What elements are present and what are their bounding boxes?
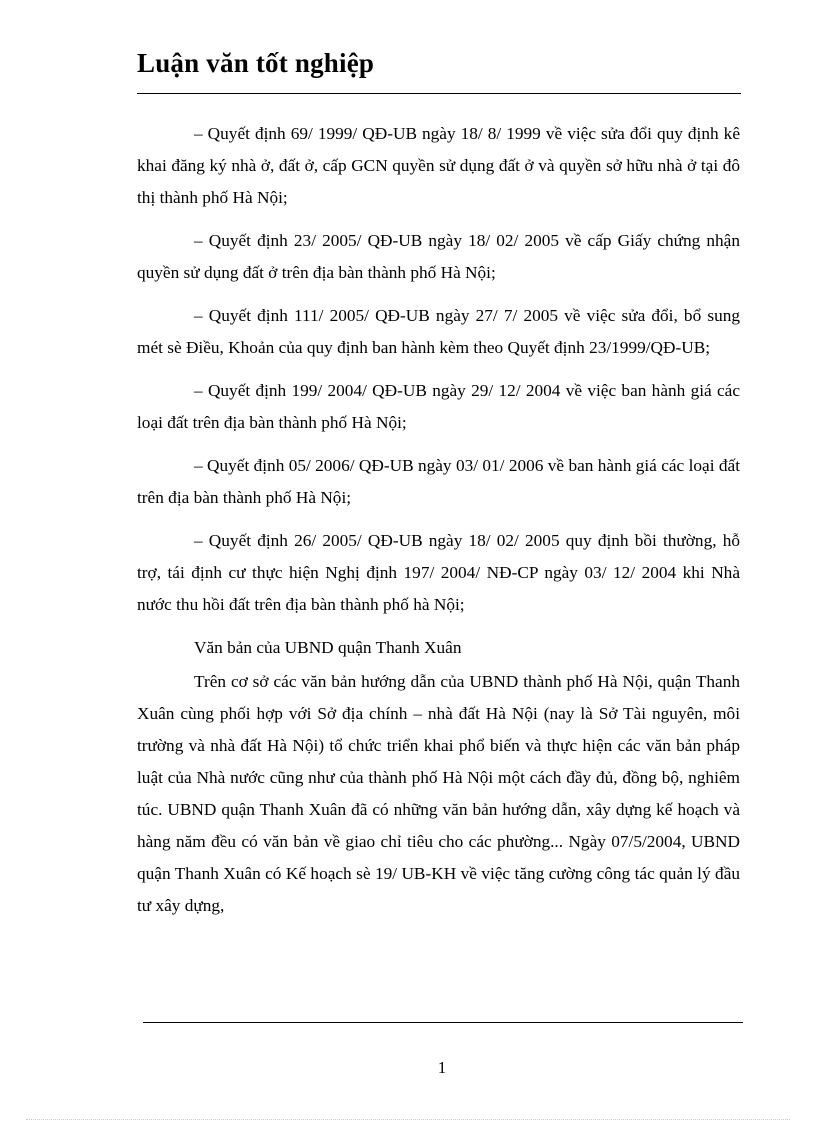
header-divider [137, 93, 741, 94]
page-header-title: Luận văn tốt nghiệp [137, 48, 375, 78]
footer-divider [143, 1022, 743, 1023]
paragraph-decision-26-2005: – Quyết định 26/ 2005/ QĐ-UB ngày 18/ 02/ 2005 quy định bồi thường, hỗ trợ, tái định cư thực hiện Nghị định 197/ 2004/ NĐ-CP ngày 03/ 12/ 2004 khi Nhà nước thu hồi đất trên địa bàn thành phố hà Nội; [137, 531, 740, 614]
document-body [137, 118, 740, 922]
paragraph-decision-199-2004: – Quyết định 199/ 2004/ QĐ-UB ngày 29/ 12/ 2004 về việc ban hành giá các loại đất trên địa bàn thành phố Hà Nội; [137, 381, 740, 432]
paragraph-decision-111-2005: – Quyết định 111/ 2005/ QĐ-UB ngày 27/ 7/ 2005 về việc sửa đổi, bổ sung mét sè Điều, Khoản của quy định ban hành kèm theo Quyết định 23/1999/QĐ-UB; [137, 306, 740, 357]
section-heading-district-documents: Văn bản của UBND quận Thanh Xuân [194, 638, 462, 657]
paragraph-decision-69-1999: – Quyết định 69/ 1999/ QĐ-UB ngày 18/ 8/ 1999 về việc sửa đổi quy định kê khai đăng ký nhà ở, đất ở, cấp GCN quyền sử dụng đất ở và quyền sở hữu nhà ở tại đô thị thành phố Hà Nội; [137, 124, 740, 207]
paragraph-decision-23-2005: – Quyết định 23/ 2005/ QĐ-UB ngày 18/ 02/ 2005 về cấp Giấy chứng nhận quyền sử dụng đất ở trên địa bàn thành phố Hà Nội; [137, 231, 740, 282]
paragraph-district-implementation: Trên cơ sở các văn bản hướng dẫn của UBND thành phố Hà Nội, quận Thanh Xuân cùng phối hợp với Sở địa chính – nhà đất Hà Nội (nay là Sở Tài nguyên, môi trường và nhà đất Hà Nội) tổ chức triển khai phổ biến và thực hiện các văn bản pháp luật của Nhà nước cũng như của thành phố Hà Nội một cách đầy đủ, đồng bộ, nghiêm túc. UBND quận Thanh Xuân đã có những văn bản hướng dẫn, xây dựng kế hoạch và hàng năm đều có văn bản về giao chỉ tiêu cho các phường... Ngày 07/5/2004, UBND quận Thanh Xuân có Kế hoạch sè 19/ UB-KH về việc tăng cường công tác quản lý đầu tư xây dựng, [137, 672, 740, 915]
page-number: 1 [437, 1058, 447, 1077]
paragraph-decision-05-2006: – Quyết định 05/ 2006/ QĐ-UB ngày 03/ 01/ 2006 về ban hành giá các loại đất trên địa bàn thành phố Hà Nội; [137, 456, 740, 507]
page-bottom-edge [26, 1119, 790, 1120]
